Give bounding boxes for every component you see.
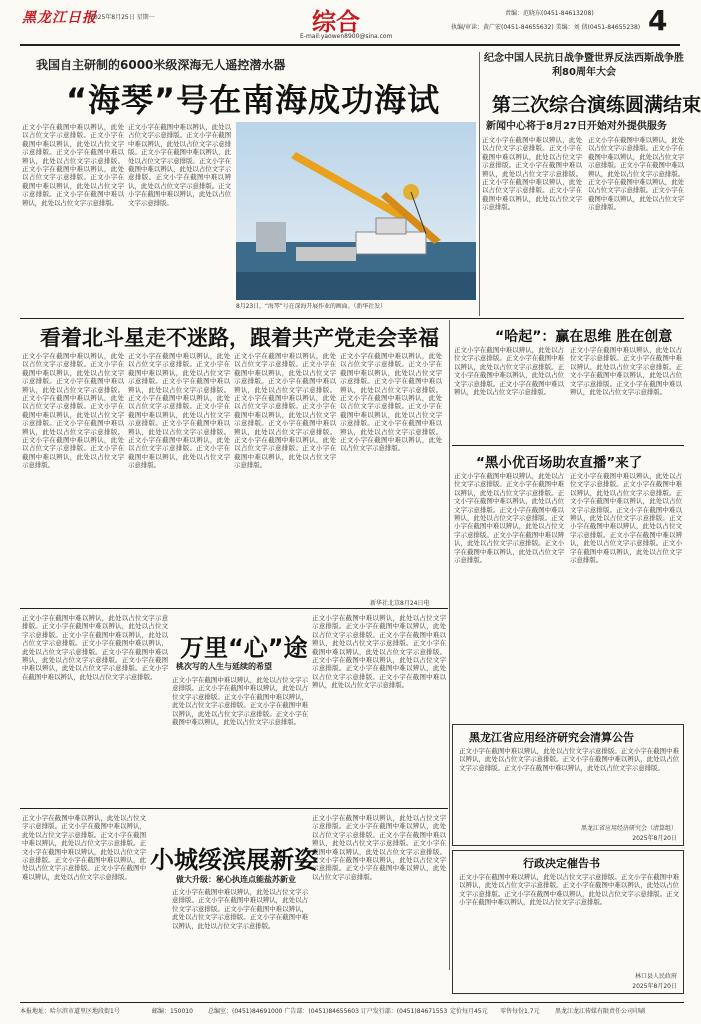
- article4-body-left: 正文小字在截图中难以辨认，此处以占位文字示意排版。正文小字在截图中难以辨认，此处以占位文字示意排版。正文小字在截图中难以辨认，此处以占位文字示意排版。正文小字在截图中难以辨认，此处以占位文字示意排版。: [454, 346, 564, 397]
- article7-col-2: 正文小字在截图中难以辨认，此处以占位文字示意排版。正文小字在截图中难以辨认，此处以占位文字示意排版。正文小字在截图中难以辨认，此处以占位文字示意排版。正文小字在截图中难以辨认，此处以占位文字示意排版。: [172, 888, 308, 930]
- article6-subhead: 桃次写的人生与延续的希望: [176, 662, 272, 671]
- article1-body-right: 正文小字在截图中难以辨认，此处以占位文字示意排版。正文小字在截图中难以辨认，此处以占位文字示意排版。正文小字在截图中难以辨认，此处以占位文字示意排版。正文小字在截图中难以辨认，此处以占位文字示意排版。正文小字在截图中难以辨认，此处以占位文字示意排版。正文小字在截图中难以辨认，此处以占位文字示意排版。: [128, 123, 231, 207]
- newspaper-logo: 黑龙江日报: [22, 10, 97, 26]
- article7-col-3: 正文小字在截图中难以辨认，此处以占位文字示意排版。正文小字在截图中难以辨认，此处以占位文字示意排版。正文小字在截图中难以辨认，此处以占位文字示意排版。正文小字在截图中难以辨认，此处以占位文字示意排版。正文小字在截图中难以辨认，此处以占位文字示意排版。正文小字在截图中难以辨认，此处以占位文字示意排版。: [312, 814, 446, 881]
- editor-line-2: 执编/审读：黄广宏(0451-84655632) 美编：刘 倩(0451-84655238): [451, 24, 641, 31]
- footer-price: 定价每月45元: [450, 1008, 488, 1015]
- footer-rule: [20, 1002, 684, 1003]
- article5-body-right: 正文小字在截图中难以辨认，此处以占位文字示意排版。正文小字在截图中难以辨认，此处以占位文字示意排版。正文小字在截图中难以辨认，此处以占位文字示意排版。正文小字在截图中难以辨认，此处以占位文字示意排版。正文小字在截图中难以辨认，此处以占位文字示意排版。正文小字在截图中难以辨认，此处以占位文字示意排版。正文小字在截图中难以辨认，此处以占位文字示意排版。: [570, 472, 682, 565]
- ad2-title: 行政决定催告书: [523, 857, 600, 870]
- footer-postcode: 邮编：150010: [152, 1008, 193, 1015]
- ad1-title: 黑龙江省应用经济研究会清算公告: [469, 731, 634, 744]
- article4-body-right: 正文小字在截图中难以辨认，此处以占位文字示意排版。正文小字在截图中难以辨认，此处以占位文字示意排版。正文小字在截图中难以辨认，此处以占位文字示意排版。正文小字在截图中难以辨认，此处以占位文字示意排版。: [570, 346, 682, 397]
- article6-col-3: 正文小字在截图中难以辨认，此处以占位文字示意排版。正文小字在截图中难以辨认，此处以占位文字示意排版。正文小字在截图中难以辨认，此处以占位文字示意排版。正文小字在截图中难以辨认，此处以占位文字示意排版。正文小字在截图中难以辨认，此处以占位文字示意排版。正文小字在截图中难以辨认，此处以占位文字示意排版。正文小字在截图中难以辨认，此处以占位文字示意排版。: [312, 614, 446, 690]
- ad2-date: 2025年8月20日: [632, 983, 677, 990]
- article4-headline: “哈起”：赢在思维 胜在创意: [495, 329, 673, 345]
- article2-body-right: 正文小字在截图中难以辨认，此处以占位文字示意排版。正文小字在截图中难以辨认，此处以占位文字示意排版。正文小字在截图中难以辨认，此处以占位文字示意排版。正文小字在截图中难以辨认，此处以占位文字示意排版。正文小字在截图中难以辨认，此处以占位文字示意排版。: [588, 136, 684, 212]
- article7-subhead: 做大升级：秘心执连点能盐苏新业: [176, 875, 296, 884]
- article3-headline: 看着北斗星走不迷路，跟着共产党走会幸福: [40, 326, 439, 350]
- article1-headline: “海琴”号在南海成功海试: [66, 81, 441, 119]
- masthead-rule: [20, 44, 680, 46]
- article6-col-1: 正文小字在截图中难以辨认，此处以占位文字示意排版。正文小字在截图中难以辨认，此处以占位文字示意排版。正文小字在截图中难以辨认，此处以占位文字示意排版。正文小字在截图中难以辨认，此处以占位文字示意排版。正文小字在截图中难以辨认，此处以占位文字示意排版。正文小字在截图中难以辨认，此处以占位文字示意排版。正文小字在截图中难以辨认，此处以占位文字示意排版。: [22, 614, 168, 681]
- section-title: 综合: [312, 8, 360, 36]
- footer: [20, 1006, 684, 1018]
- article1-kicker: 我国自主研制的6000米级深海无人遥控潜水器: [36, 58, 286, 72]
- ad-liquidation-notice: [452, 724, 684, 846]
- right-rule-1: [452, 445, 684, 446]
- footer-address: 本报地址：哈尔滨市道里区地段街1号: [20, 1008, 120, 1015]
- column-rule-top: [479, 52, 480, 316]
- ad1-date: 2025年8月20日: [632, 835, 677, 842]
- footer-phones: 总编室：(0451)84691000 广告部：(0451)84655603 订户发行部：(0451)84671553: [208, 1008, 448, 1015]
- footer-retail: 零售每份1.7元: [500, 1008, 540, 1015]
- ad2-body: 正文小字在截图中难以辨认，此处以占位文字示意排版。正文小字在截图中难以辨认，此处以占位文字示意排版。正文小字在截图中难以辨认，此处以占位文字示意排版。正文小字在截图中难以辨认，此处以占位文字示意排版。正文小字在截图中难以辨认，此处以占位文字示意排版。: [459, 873, 679, 907]
- article7-headline: 小城绥滨展新姿: [150, 846, 318, 874]
- article1-body-left: 正文小字在截图中难以辨认，此处以占位文字示意排版。正文小字在截图中难以辨认，此处以占位文字示意排版。正文小字在截图中难以辨认，此处以占位文字示意排版。正文小字在截图中难以辨认，此处以占位文字示意排版。正文小字在截图中难以辨认，此处以占位文字示意排版。正文小字在截图中难以辨认，此处以占位文字示意排版。: [22, 123, 124, 207]
- ad2-signature: 林口县人民政府: [634, 973, 677, 980]
- column-rule-right: [449, 320, 450, 970]
- article5-headline: “黑小优百场助农直播”来了: [476, 455, 643, 471]
- article6-col-2: 正文小字在截图中难以辨认，此处以占位文字示意排版。正文小字在截图中难以辨认，此处以占位文字示意排版。正文小字在截图中难以辨认，此处以占位文字示意排版。正文小字在截图中难以辨认，此处以占位文字示意排版。正文小字在截图中难以辨认，此处以占位文字示意排版。: [172, 676, 308, 727]
- masthead: [0, 0, 701, 44]
- ad1-signature: 黑龙江省应用经济研究会（清算组）: [580, 825, 677, 832]
- ad-administrative-reminder: [452, 850, 684, 994]
- article6-headline: 万里“心”途: [180, 634, 308, 662]
- section-rule-3: [20, 808, 448, 809]
- article2-headline: 第三次综合演练圆满结束: [492, 94, 701, 116]
- article3-col-1: 正文小字在截图中难以辨认，此处以占位文字示意排版。正文小字在截图中难以辨认，此处以占位文字示意排版。正文小字在截图中难以辨认，此处以占位文字示意排版。正文小字在截图中难以辨认，此处以占位文字示意排版。正文小字在截图中难以辨认，此处以占位文字示意排版。正文小字在截图中难以辨认，此处以占位文字示意排版。正文小字在截图中难以辨认，此处以占位文字示意排版。正文小字在截图中难以辨认，此处以占位文字示意排版。: [22, 352, 124, 470]
- article2-kicker: 纪念中国人民抗日战争暨世界反法西斯战争胜利80周年大会: [484, 53, 684, 78]
- article2-body-left: 正文小字在截图中难以辨认，此处以占位文字示意排版。正文小字在截图中难以辨认，此处以占位文字示意排版。正文小字在截图中难以辨认，此处以占位文字示意排版。正文小字在截图中难以辨认，此处以占位文字示意排版。正文小字在截图中难以辨认，此处以占位文字示意排版。: [482, 136, 582, 212]
- section-rule-2: [20, 608, 448, 609]
- page-number: 4: [648, 4, 668, 37]
- article7-col-1: 正文小字在截图中难以辨认，此处以占位文字示意排版。正文小字在截图中难以辨认，此处以占位文字示意排版。正文小字在截图中难以辨认，此处以占位文字示意排版。正文小字在截图中难以辨认，此处以占位文字示意排版。正文小字在截图中难以辨认，此处以占位文字示意排版。正文小字在截图中难以辨认，此处以占位文字示意排版。: [22, 814, 146, 881]
- article3-col-2: 正文小字在截图中难以辨认，此处以占位文字示意排版。正文小字在截图中难以辨认，此处以占位文字示意排版。正文小字在截图中难以辨认，此处以占位文字示意排版。正文小字在截图中难以辨认，此处以占位文字示意排版。正文小字在截图中难以辨认，此处以占位文字示意排版。正文小字在截图中难以辨认，此处以占位文字示意排版。正文小字在截图中难以辨认，此处以占位文字示意排版。正文小字在截图中难以辨认，此处以占位文字示意排版。: [128, 352, 230, 470]
- article5-body-left: 正文小字在截图中难以辨认，此处以占位文字示意排版。正文小字在截图中难以辨认，此处以占位文字示意排版。正文小字在截图中难以辨认，此处以占位文字示意排版。正文小字在截图中难以辨认，此处以占位文字示意排版。正文小字在截图中难以辨认，此处以占位文字示意排版。正文小字在截图中难以辨认，此处以占位文字示意排版。正文小字在截图中难以辨认，此处以占位文字示意排版。: [454, 472, 564, 565]
- date-line: 2025年8月25日 星期一: [90, 14, 155, 21]
- section-email: E-mail:yaowen8900@sina.com: [300, 33, 393, 40]
- article1-caption: 8月23日，“海琴”号在深海开展作业的画面。（新华社发）: [236, 303, 386, 310]
- article3-byline: 新华社北京8月24日电: [370, 600, 430, 607]
- editor-line-1: 责编：范晓东(0451-84613208): [505, 10, 594, 17]
- ad1-body: 正文小字在截图中难以辨认，此处以占位文字示意排版。正文小字在截图中难以辨认，此处以占位文字示意排版。正文小字在截图中难以辨认，此处以占位文字示意排版。正文小字在截图中难以辨认，此处以占位文字示意排版。: [459, 747, 679, 772]
- section-rule-1: [20, 318, 684, 319]
- article3-col-3: 正文小字在截图中难以辨认，此处以占位文字示意排版。正文小字在截图中难以辨认，此处以占位文字示意排版。正文小字在截图中难以辨认，此处以占位文字示意排版。正文小字在截图中难以辨认，此处以占位文字示意排版。正文小字在截图中难以辨认，此处以占位文字示意排版。正文小字在截图中难以辨认，此处以占位文字示意排版。正文小字在截图中难以辨认，此处以占位文字示意排版。正文小字在截图中难以辨认，此处以占位文字示意排版。: [234, 352, 336, 470]
- footer-printer: 黑龙江龙江传媒有限责任公司印刷: [555, 1008, 646, 1015]
- haiqin-photo: [236, 122, 476, 300]
- article2-subheadline: 新闻中心将于8月27日开始对外提供服务: [486, 121, 667, 132]
- article3-col-4: 正文小字在截图中难以辨认，此处以占位文字示意排版。正文小字在截图中难以辨认，此处以占位文字示意排版。正文小字在截图中难以辨认，此处以占位文字示意排版。正文小字在截图中难以辨认，此处以占位文字示意排版。正文小字在截图中难以辨认，此处以占位文字示意排版。正文小字在截图中难以辨认，此处以占位文字示意排版。正文小字在截图中难以辨认，此处以占位文字示意排版。: [340, 352, 442, 453]
